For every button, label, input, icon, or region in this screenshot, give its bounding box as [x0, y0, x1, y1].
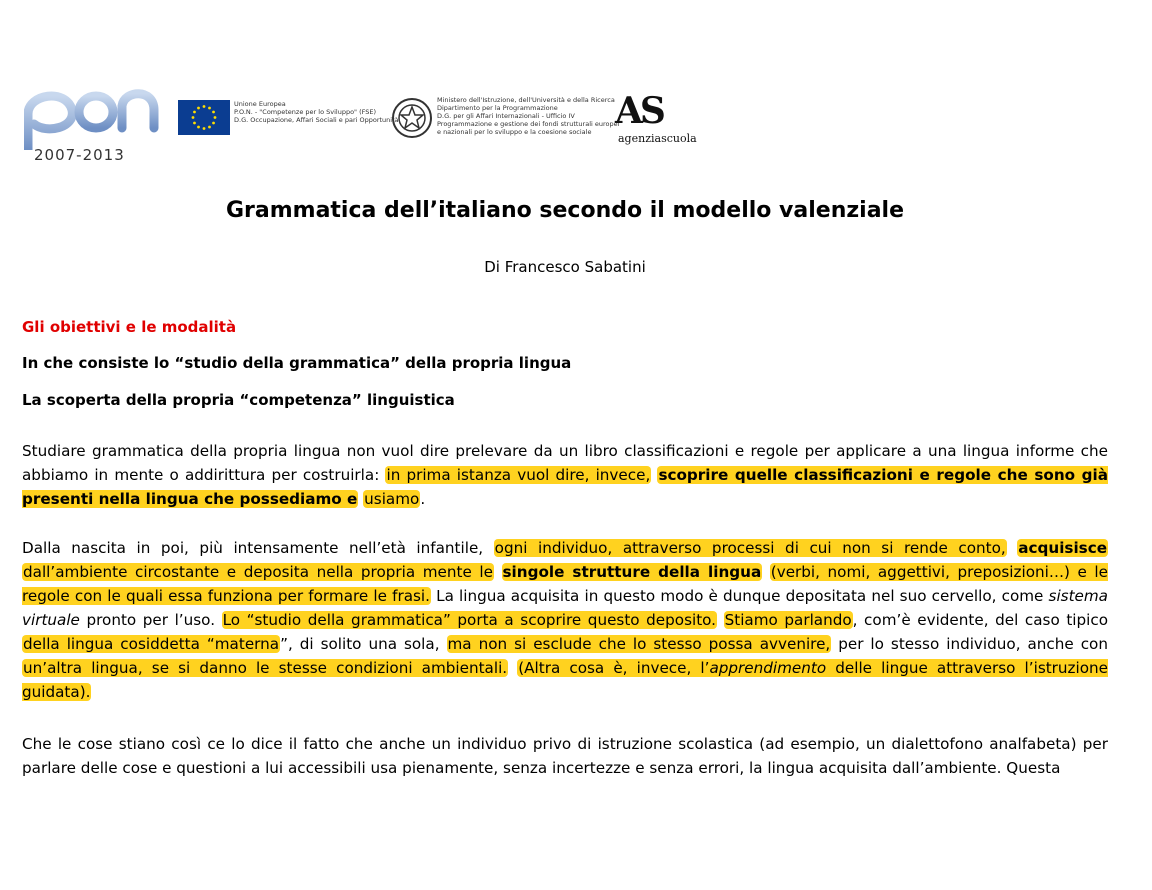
- eu-flag-icon: [178, 100, 230, 135]
- text-run: Dalla nascita in poi, più intensamente nell’età infantile,: [22, 539, 494, 557]
- text-run: pronto per l’uso.: [79, 611, 222, 629]
- highlighted-text: ogni individuo, attraverso processi di cui non si rende conto,: [494, 539, 1006, 557]
- paragraph: [22, 536, 1108, 704]
- highlighted-text: dall’ambiente circostante e deposita nella propria mente le: [23, 563, 493, 581]
- eu-star-icon: [197, 126, 200, 129]
- bold-text: singole strutture della lingua: [502, 563, 762, 581]
- italian-emblem-icon: [391, 96, 433, 140]
- pon-years-label: 2007-2013: [34, 146, 125, 164]
- miur-line: Ministero dell'Istruzione, dell'Università e della Ricerca: [437, 96, 615, 104]
- text-run: ”, di solito una sola,: [280, 635, 447, 653]
- highlighted-text: ma non si esclude che lo stesso possa avvenire,: [447, 635, 831, 653]
- miur-line: e nazionali per lo sviluppo e la coesione sociale: [437, 128, 592, 136]
- as-mark: AS: [615, 90, 663, 132]
- highlighted-text: in prima istanza vuol dire, invece,: [386, 466, 651, 484]
- text-run: Studiare grammatica della propria lingua non vuol dire prelevare da un libro classificazioni e regole per applicare a una lingua informe che abbiamo in mente o addirittura per costruirla:: [22, 442, 1108, 484]
- eu-line: P.O.N. - "Competenze per lo Sviluppo" (FSE): [234, 108, 377, 116]
- paragraph: [22, 439, 1108, 511]
- section-heading: Gli obiettivi e le modalità: [22, 318, 237, 336]
- subheading: La scoperta della propria “competenza” linguistica: [22, 391, 455, 409]
- text-run: La lingua acquisita in questo modo è dunque depositata nel suo cervello, come: [430, 587, 1049, 605]
- eu-line: D.G. Occupazione, Affari Sociali e pari Opportunità: [234, 116, 399, 124]
- bold-text: acquisisce: [1018, 539, 1107, 557]
- bold-text: scoprire quelle classificazioni e regole che sono già presenti nella lingua che possediamo e: [22, 466, 1109, 508]
- miur-text-block: [437, 96, 620, 136]
- header-logos: [0, 0, 1152, 180]
- paragraph: Che le cose stiano così ce lo dice il fatto che anche un individuo privo di istruzione scolastica (ad esempio, un dialettofono analfabeta) per parlare delle cose e questioni a lui accessibili usa pienamente, senza incertezze e senza errori, la lingua acquisita dall’ambiente. Questa: [22, 735, 1108, 777]
- text-run: , com’è evidente, del caso tipico: [852, 611, 1109, 629]
- miur-logo: [391, 96, 620, 144]
- highlighted-text: [1017, 539, 1108, 557]
- highlighted-text: della lingua cosiddetta “materna: [23, 635, 280, 653]
- highlighted-text: usiamo: [364, 490, 420, 508]
- highlighted-text: (verbi, nomi, aggettivi, preposizioni…) e le regole con le quali essa funziona per formare le frasi.: [22, 563, 1108, 605]
- eu-star-icon: [208, 126, 211, 129]
- eu-star-icon: [212, 111, 215, 114]
- pon-logo-graphic: [24, 84, 159, 150]
- subheading: In che consiste lo “studio della grammatica” della propria lingua: [22, 354, 572, 372]
- text-run: per lo stesso individuo, anche con: [831, 635, 1108, 653]
- pon-logo: [24, 84, 159, 170]
- document-author: Di Francesco Sabatini: [484, 258, 646, 276]
- eu-star-icon: [193, 122, 196, 125]
- eu-star-icon: [192, 116, 195, 119]
- eu-line: Unione Europea: [234, 100, 286, 108]
- eu-star-icon: [197, 107, 200, 110]
- text-run: (Altra cosa è, invece, l’: [518, 659, 710, 677]
- eu-star-icon: [193, 111, 196, 114]
- text-run: .: [420, 490, 426, 508]
- miur-line: Dipartimento per la Programmazione: [437, 104, 558, 112]
- eu-star-icon: [214, 116, 217, 119]
- eu-stars-icon: [178, 100, 230, 135]
- miur-line: D.G. per gli Affari Internazionali - Ufficio IV: [437, 112, 575, 120]
- miur-line: Programmazione e gestione dei fondi strutturali europei: [437, 120, 620, 128]
- highlighted-text: un’altra lingua, se si danno le stesse condizioni ambientali.: [23, 659, 508, 677]
- text-run: delle lingue attraverso l’istruzione guidata).: [22, 659, 1109, 701]
- text-run: [508, 659, 517, 677]
- eu-star-icon: [203, 127, 206, 130]
- italic-text: apprendimento: [709, 659, 827, 677]
- as-name: agenziascuola: [618, 132, 697, 145]
- highlighted-text: Stiamo parlando: [724, 611, 852, 629]
- eu-star-icon: [208, 107, 211, 110]
- highlighted-text: [502, 563, 763, 581]
- highlighted-text: Lo “studio della grammatica” porta a scoprire questo deposito.: [222, 611, 717, 629]
- eu-star-icon: [203, 105, 206, 108]
- document-title: Grammatica dell’italiano secondo il modello valenziale: [225, 198, 905, 223]
- italic-text: sistema virtuale: [22, 587, 1108, 629]
- eu-star-icon: [212, 122, 215, 125]
